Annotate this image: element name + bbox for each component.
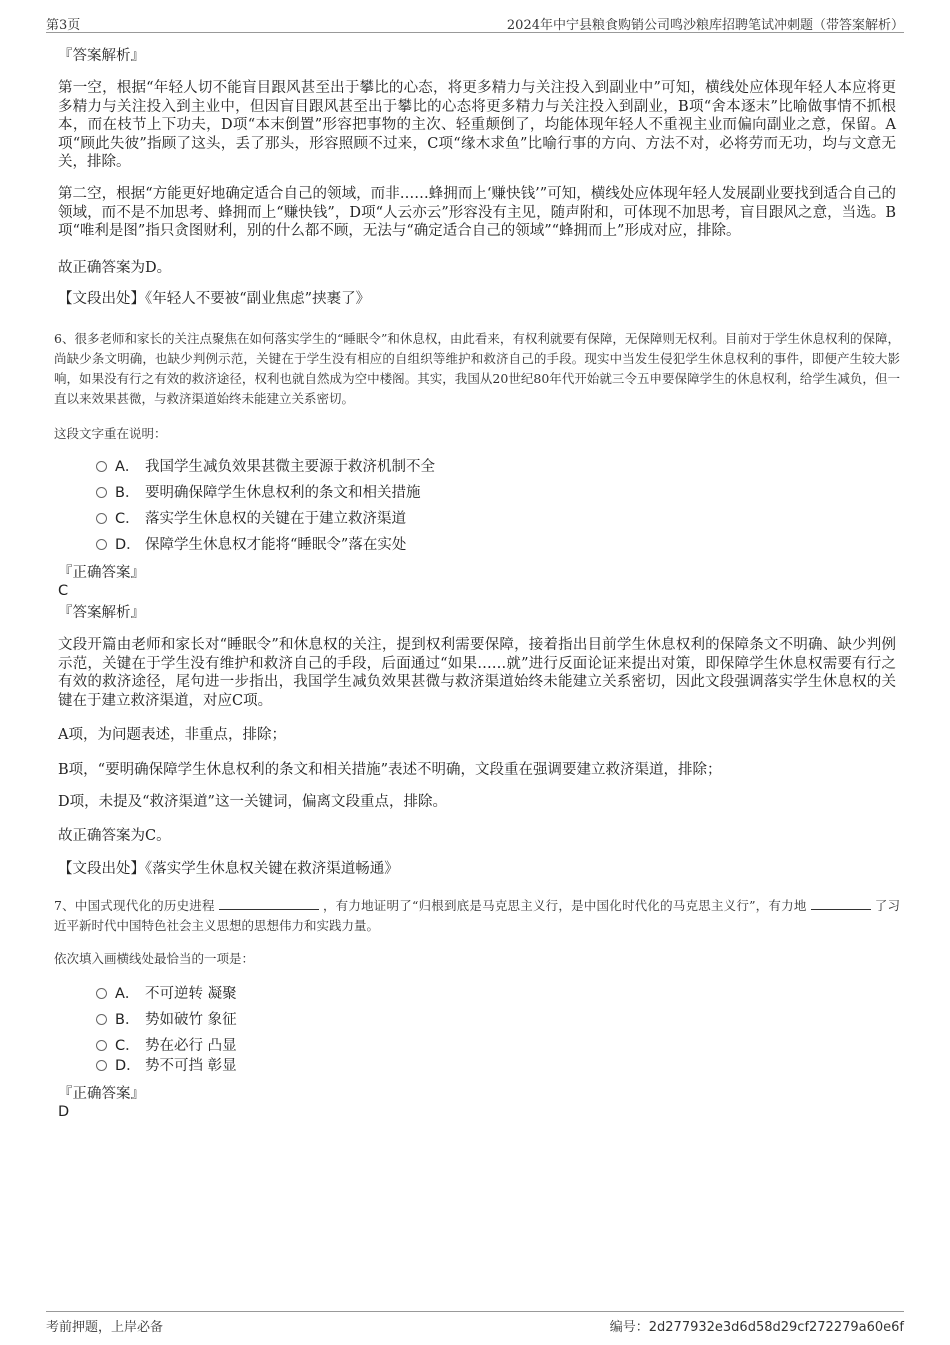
document-title: 2024年中宁县粮食购销公司鸣沙粮库招聘笔试冲刺题（带答案解析）	[506, 18, 904, 33]
q6-option-c[interactable]	[96, 509, 406, 529]
option-letter: D．	[115, 537, 141, 553]
q7-prompt: 依次填入画横线处最恰当的一项是：	[54, 951, 255, 966]
q5-analysis-para2: 第二空，根据“方能更好地确定适合自己的领域，而非……蜂拥而上‘赚快钱’”可知，横线处应体现年轻人发展副业要找到适合自己的领域，而不是不加思考、蜂拥而上“赚快钱”，D项“人云亦云”形容没有主见，随声附和，可体现不加思考，盲目跟风之意，当选。B项“唯利是图”指只贪图财利，别的什么都不顾，无法与“确定适合自己的领域”“蜂拥而上”形成对应，排除。	[58, 186, 896, 239]
option-text: 势如破竹 象征	[145, 1012, 237, 1028]
option-letter: B．	[115, 485, 140, 501]
q7-option-d[interactable]	[96, 1056, 237, 1076]
radio-icon[interactable]	[96, 487, 107, 498]
footer-code	[610, 1316, 904, 1335]
q7-stem-part2: ，有力地证明了“归根到底是马克思主义行，是中国化时代化的马克思主义行”，有力地	[322, 898, 807, 913]
q6-option-b[interactable]	[96, 483, 421, 503]
page-footer	[46, 1311, 904, 1336]
radio-icon[interactable]	[96, 988, 107, 999]
option-text: 落实学生休息权的关键在于建立救济渠道	[145, 511, 406, 527]
option-text: 要明确保障学生休息权利的条文和相关措施	[145, 485, 421, 501]
option-letter: A．	[115, 459, 140, 475]
option-letter: A．	[115, 986, 140, 1002]
option-letter: D．	[115, 1058, 141, 1074]
q5-source: 【文段出处】《年轻人不要被“副业焦虑”挟裹了》	[58, 291, 371, 307]
option-text: 我国学生减负效果甚微主要源于救济机制不全	[145, 459, 435, 475]
q7-stem	[54, 896, 900, 936]
option-text: 不可逆转 凝聚	[145, 986, 237, 1002]
radio-icon[interactable]	[96, 1040, 107, 1051]
q5-conclusion: 故正确答案为D。	[58, 260, 172, 276]
footer-code-label: 编号：	[609, 1320, 649, 1335]
q6-prompt: 这段文字重在说明：	[54, 426, 167, 441]
q6-option-d[interactable]	[96, 535, 406, 555]
fill-blank-1[interactable]	[219, 897, 319, 910]
q7-option-a[interactable]	[96, 984, 237, 1004]
q7-correct-label: 『正确答案』	[58, 1086, 145, 1102]
q6-correct-answer: C	[58, 583, 69, 599]
q7-option-c[interactable]	[96, 1036, 237, 1056]
q7-correct-answer: D	[58, 1104, 70, 1120]
q6-conclusion: 故正确答案为C。	[58, 828, 171, 844]
q6-source: 【文段出处】《落实学生休息权关键在救济渠道畅通》	[58, 861, 399, 877]
q6-stem: 6、很多老师和家长的关注点聚焦在如何落实学生的“睡眠令”和休息权，由此看来，有权利就要有保障，无保障则无权利。目前对于学生休息权利的保障，尚缺少条文明确，也缺少判例示范，关键在于学生没有相应的自组织等维护和救济自己的手段。现实中当发生侵犯学生休息权利的事件，即便产生较大影响，如果没有行之有效的救济途径，权利也就自然成为空中楼阁。其实，我国从20世纪80年代开始就三令五申要保障学生的休息权利，给学生减负，但一直以来效果甚微，与救济渠道始终未能建立关系密切。	[54, 331, 900, 406]
option-letter: C．	[115, 1038, 140, 1054]
option-text: 势在必行 凸显	[145, 1038, 237, 1054]
radio-icon[interactable]	[96, 539, 107, 550]
radio-icon[interactable]	[96, 513, 107, 524]
radio-icon[interactable]	[96, 1060, 107, 1071]
page-header	[46, 12, 904, 33]
radio-icon[interactable]	[96, 461, 107, 472]
option-text: 保障学生休息权才能将“睡眠令”落在实处	[145, 537, 407, 553]
q7-option-b[interactable]	[96, 1010, 237, 1030]
q7-stem-part1: 7、中国式现代化的历史进程	[54, 898, 215, 913]
q7-stem-part3: 了习近平新时代中国特色社会主义思想的思想伟力和实践力量。	[54, 898, 900, 933]
q6-analysis-d: D项，未提及“救济渠道”这一关键词，偏离文段重点，排除。	[58, 794, 447, 810]
fill-blank-2[interactable]	[811, 897, 871, 910]
footer-code-value: 2d277932e3d6d58d29cf272279a60e6f	[648, 1320, 904, 1335]
option-letter: B．	[115, 1012, 140, 1028]
footer-slogan: 考前押题，上岸必备	[46, 1320, 164, 1335]
q5-analysis-label: 『答案解析』	[58, 48, 145, 64]
q6-analysis-b: B项，“要明确保障学生休息权利的条文和相关措施”表述不明确，文段重在强调要建立救济渠道，排除；	[58, 762, 722, 778]
option-text: 势不可挡 彰显	[145, 1058, 237, 1074]
q6-option-a[interactable]	[96, 457, 435, 477]
q6-analysis-label: 『答案解析』	[58, 605, 145, 621]
q6-analysis-a: A项，为问题表述，非重点，排除；	[58, 727, 286, 743]
q6-analysis-para1: 文段开篇由老师和家长对“睡眠令”和休息权的关注，提到权利需要保障，接着指出目前学生休息权利的保障条文不明确、缺少判例示范，关键在于学生没有维护和救济自己的手段，后面通过“如果……就”进行反面论证来提出对策，即保障学生休息权需要有行之有效的救济途径，尾句进一步指出，我国学生减负效果甚微与救济渠道始终未能建立关系密切，因此文段强调落实学生休息权的关键在于建立救济渠道，对应C项。	[58, 637, 896, 709]
radio-icon[interactable]	[96, 1014, 107, 1025]
option-letter: C．	[115, 511, 140, 527]
q5-analysis-para1: 第一空，根据“年轻人切不能盲目跟风甚至出于攀比的心态，将更多精力与关注投入到副业中”可知，横线处应体现年轻人本应将更多精力与关注投入到主业中，但因盲目跟风甚至出于攀比的心态将更多精力与关注投入到副业，B项“舍本逐末”比喻做事情不抓根本，而在枝节上下功夫，D项“本末倒置”形容把事物的主次、轻重颠倒了，均能体现年轻人不重视主业而偏向副业之意，保留。A项“顾此失彼”指顾了这头，丢了那头，形容照顾不过来，C项“缘木求鱼”比喻行事的方向、方法不对，必将劳而无功，均与文意无关，排除。	[58, 80, 896, 170]
page-number: 第3页	[46, 18, 81, 33]
q6-correct-label: 『正确答案』	[58, 565, 145, 581]
